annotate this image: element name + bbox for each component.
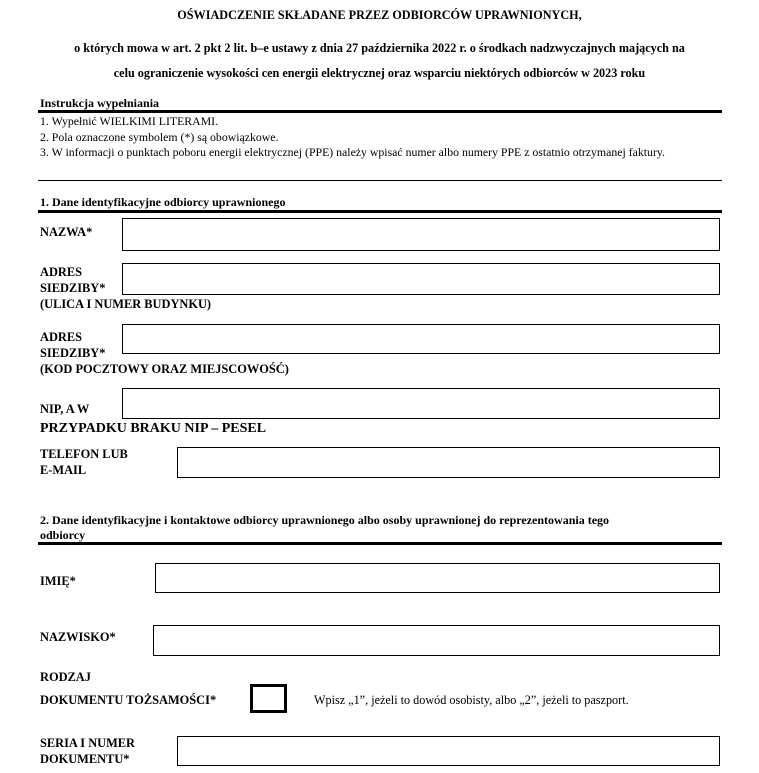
rodzaj-dokumentu-hint: Wpisz „1”, jeżeli to dowód osobisty, albo „2”, jeżeli to paszport. — [314, 693, 629, 707]
form-subtitle-line1: o których mowa w art. 2 pkt 2 lit. b–e ustawy z dnia 27 października 2022 r. o środkach nadzwyczajnych mających na — [74, 41, 685, 55]
instruction-item: 1. Wypełnić WIELKIMI LITERAMI. — [40, 114, 219, 128]
form-subtitle-line2: celu ograniczenie wysokości cen energii elektrycznej oraz wsparciu niektórych odbiorców w 2023 roku — [113, 66, 646, 80]
imie-label: IMIĘ* — [40, 574, 76, 588]
section1-divider — [38, 210, 722, 213]
adres-kod-label: ADRES SIEDZIBY* (KOD POCZTOWY ORAZ MIEJSCOWOŚĆ) — [40, 330, 289, 376]
instructions-divider — [38, 110, 722, 113]
instruction-item: 3. W informacji o punktach poboru energii elektrycznej (PPE) należy wpisać numer albo numery PPE z ostatnio otrzymanej faktury. — [40, 145, 665, 159]
nazwa-input[interactable] — [122, 218, 720, 251]
instructions-bottom-rule — [38, 180, 722, 181]
rodzaj-label-line1: RODZAJ — [40, 670, 91, 684]
instructions-list — [40, 114, 720, 161]
nazwisko-label: NAZWISKO* — [40, 630, 116, 644]
seria-label: SERIA I NUMER DOKUMENTU* — [40, 736, 136, 766]
imie-input[interactable] — [155, 563, 720, 593]
adres-ulica-input[interactable] — [122, 263, 720, 295]
section1-heading: 1. Dane identyfikacyjne odbiorcy uprawnionego — [40, 195, 286, 209]
nip-label-line2: PRZYPADKU BRAKU NIP – PESEL — [40, 421, 267, 436]
instructions-heading: Instrukcja wypełniania — [40, 96, 160, 110]
telefon-label: TELEFON LUB E-MAIL — [40, 447, 128, 477]
seria-input[interactable] — [177, 736, 720, 766]
adres-kod-input[interactable] — [122, 324, 720, 354]
telefon-input[interactable] — [177, 447, 720, 478]
nip-input[interactable] — [122, 388, 720, 419]
form-title: OŚWIADCZENIE SKŁADANE PRZEZ ODBIORCÓW UPRAWNIONYCH, — [177, 8, 582, 22]
section2-heading-line2: odbiorcy — [40, 528, 86, 542]
rodzaj-dokumentu-box[interactable] — [250, 684, 287, 713]
nip-label-line1: NIP, A W — [40, 402, 90, 416]
adres-ulica-label: ADRES SIEDZIBY* (ULICA I NUMER BUDYNKU) — [40, 265, 212, 311]
nazwisko-input[interactable] — [153, 625, 720, 656]
rodzaj-label-line2: DOKUMENTU TOŻSAMOŚCI* — [40, 693, 217, 707]
nazwa-label: NAZWA* — [40, 225, 93, 239]
instruction-item: 2. Pola oznaczone symbolem (*) są obowiązkowe. — [40, 129, 279, 144]
section2-divider — [38, 542, 722, 545]
section2-heading-line1: 2. Dane identyfikacyjne i kontaktowe odbiorcy uprawnionego albo osoby uprawnionej do reprezentowania tego — [40, 513, 610, 527]
